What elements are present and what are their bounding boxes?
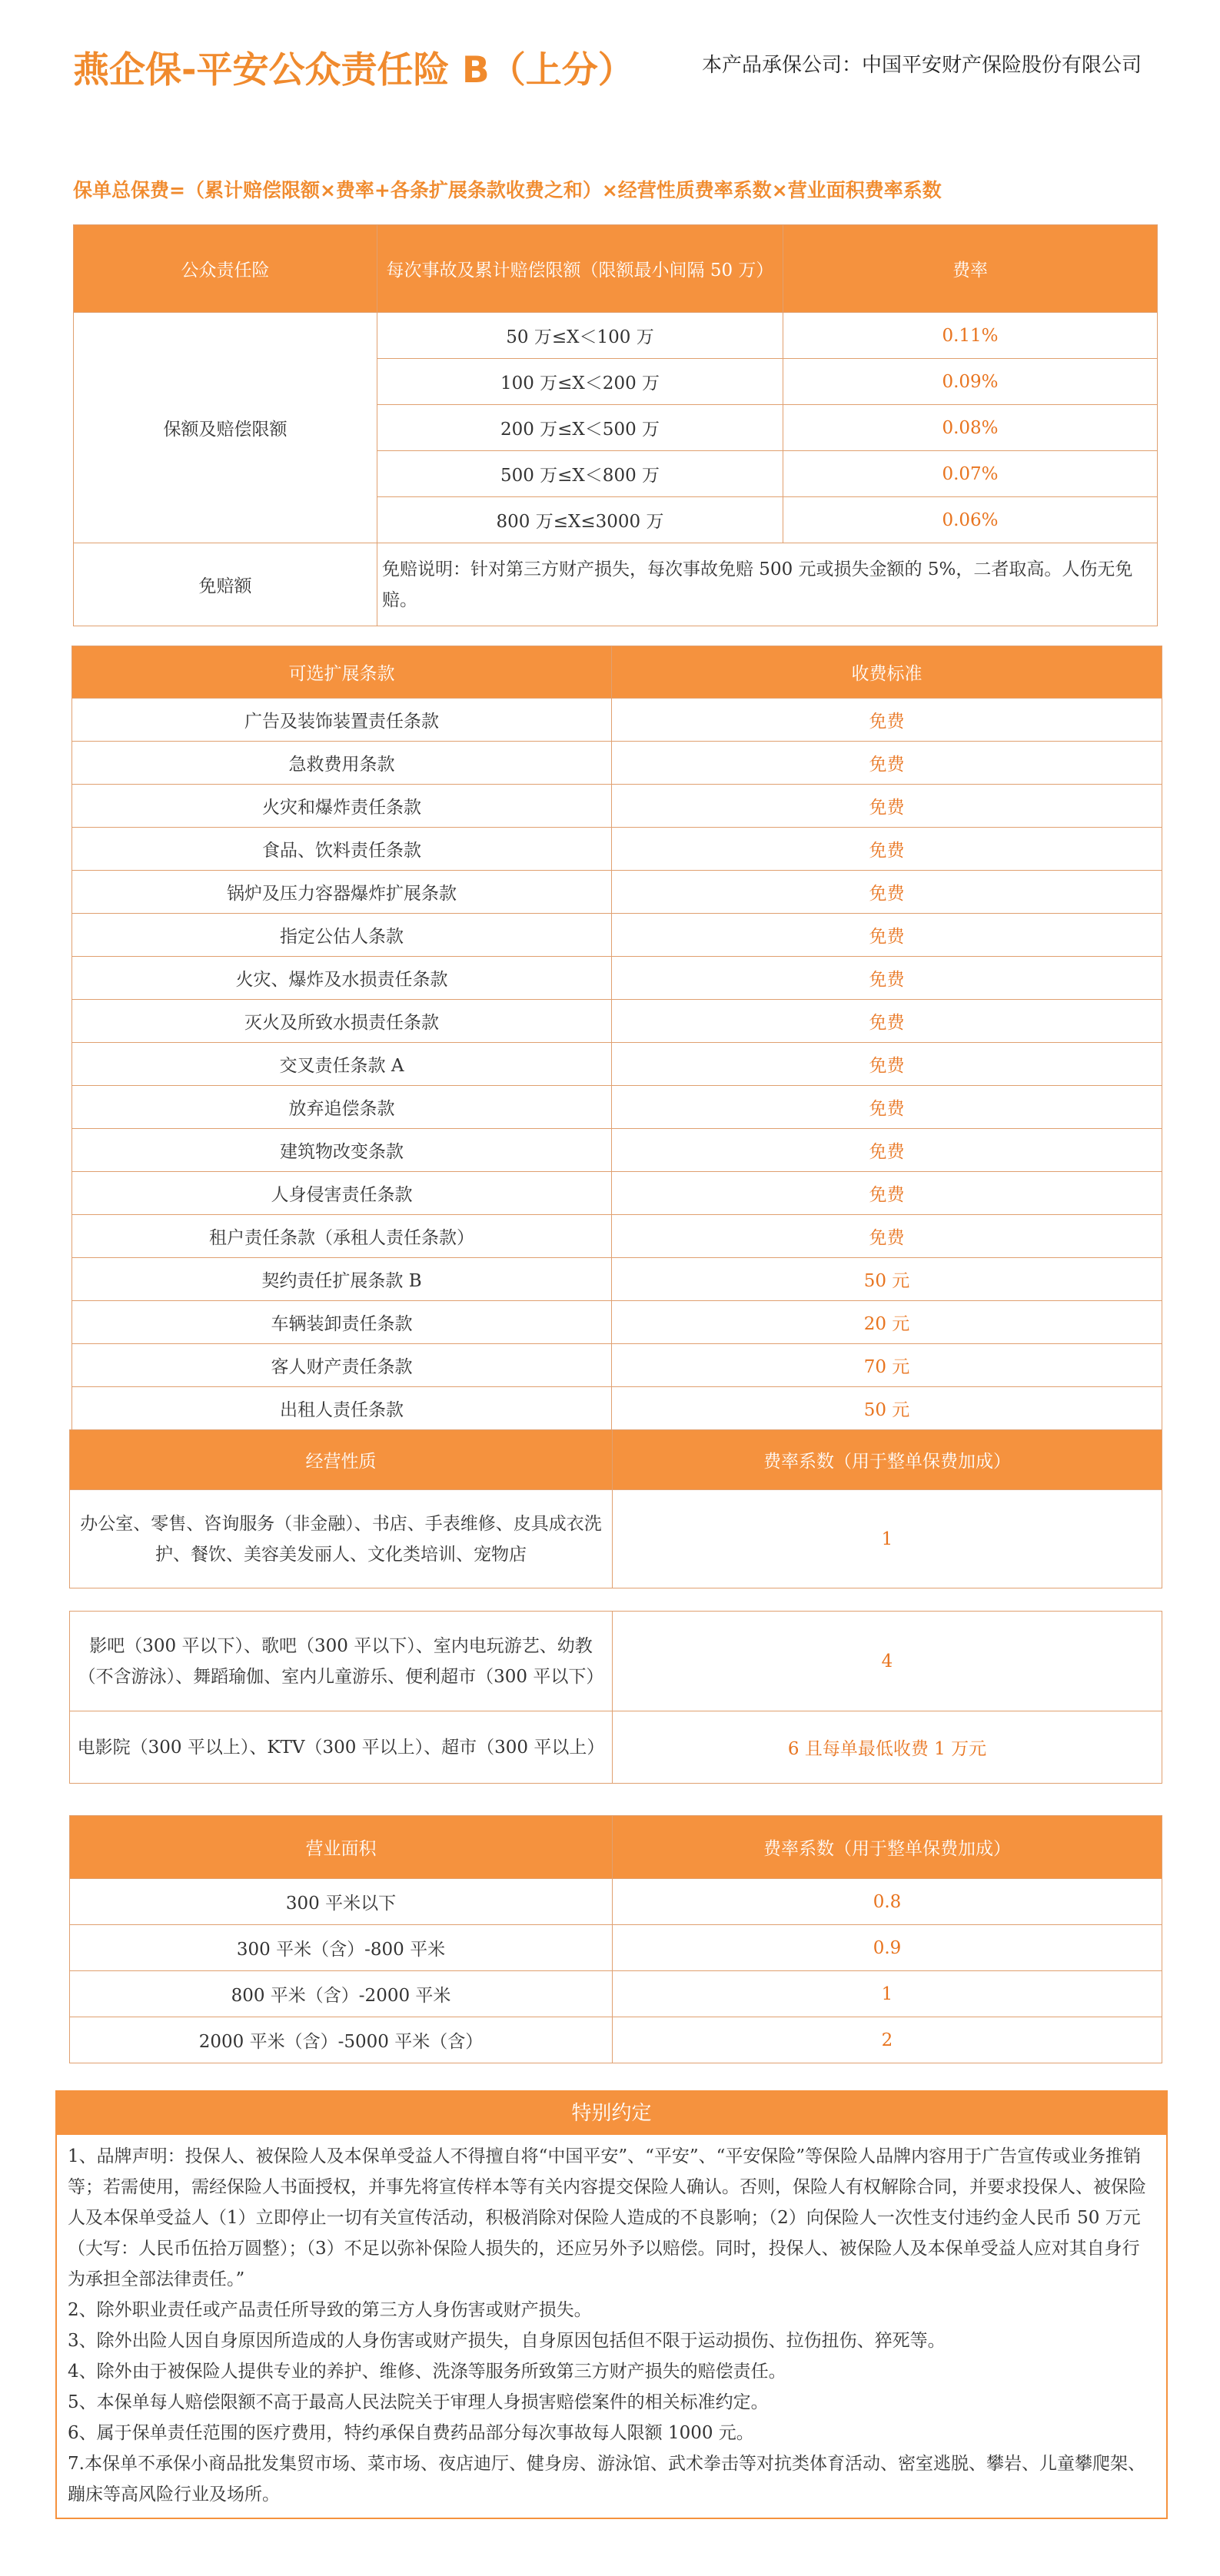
business-table-continued <box>69 1611 1162 1784</box>
extension-fee: 免费 <box>612 957 1162 1000</box>
extension-fee: 免费 <box>612 1215 1162 1258</box>
extension-name: 急救费用条款 <box>72 742 612 785</box>
extension-name: 放弃追偿条款 <box>72 1086 612 1129</box>
business-factor: 4 <box>613 1612 1162 1711</box>
extension-fee: 免费 <box>612 785 1162 828</box>
limit-range: 100 万≤X＜200 万 <box>377 359 783 405</box>
special-item: 7.本保单不承保小商品批发集贸市场、菜市场、夜店迪厅、健身房、游泳馆、武术拳击等对抗类体育活动、密室逃脱、攀岩、儿童攀爬架、蹦床等高风险行业及场所。 <box>68 2454 1145 2505</box>
deductible-label: 免赔额 <box>74 543 377 626</box>
area-factor: 2 <box>613 2017 1162 2063</box>
limit-rate: 0.07% <box>783 451 1158 497</box>
area-table <box>69 1815 1162 2063</box>
limit-rate: 0.09% <box>783 359 1158 405</box>
business-factor: 6 且每单最低收费 1 万元 <box>613 1711 1162 1784</box>
limit-range: 800 万≤X≤3000 万 <box>377 497 783 543</box>
extension-name: 出租人责任条款 <box>72 1387 612 1430</box>
extension-fee: 50 元 <box>612 1258 1162 1301</box>
limit-label: 保额及赔偿限额 <box>74 313 377 543</box>
extension-name: 灭火及所致水损责任条款 <box>72 1000 612 1043</box>
extension-fee: 20 元 <box>612 1301 1162 1344</box>
liability-table <box>73 224 1158 626</box>
limit-range: 200 万≤X＜500 万 <box>377 405 783 451</box>
extension-name: 车辆装卸责任条款 <box>72 1301 612 1344</box>
area-range: 300 平米以下 <box>70 1879 613 1925</box>
special-agreements-title: 特别约定 <box>57 2092 1166 2135</box>
special-item: 2、除外职业责任或产品责任所导致的第三方人身伤害或财产损失。 <box>68 2300 592 2320</box>
special-item: 3、除外出险人因自身原因所造成的人身伤害或财产损失，自身原因包括但不限于运动损伤、拉伤扭伤、猝死等。 <box>68 2331 946 2351</box>
business-header-nature: 经营性质 <box>70 1430 613 1490</box>
special-item: 6、属于保单责任范围的医疗费用，特约承保自费药品部分每次事故每人限额 1000 元。 <box>68 2423 754 2443</box>
extension-name: 食品、饮料责任条款 <box>72 828 612 871</box>
special-agreements <box>55 2090 1168 2519</box>
extension-name: 火灾和爆炸责任条款 <box>72 785 612 828</box>
extension-name: 指定公估人条款 <box>72 914 612 957</box>
limit-rate: 0.06% <box>783 497 1158 543</box>
extension-fee: 免费 <box>612 914 1162 957</box>
extension-fee: 免费 <box>612 828 1162 871</box>
area-factor: 0.9 <box>613 1925 1162 1971</box>
area-header-factor: 费率系数（用于整单保费加成） <box>613 1816 1162 1879</box>
page-title: 燕企保-平安公众责任险 B（上分） <box>73 49 634 91</box>
special-agreements-body <box>57 2135 1166 2518</box>
extension-fee: 免费 <box>612 699 1162 742</box>
special-item: 4、除外由于被保险人提供专业的养护、维修、洗涤等服务所致第三方财产损失的赔偿责任。 <box>68 2362 786 2382</box>
limit-range: 500 万≤X＜800 万 <box>377 451 783 497</box>
business-nature: 电影院（300 平以上）、KTV（300 平以上）、超市（300 平以上） <box>70 1711 613 1784</box>
limit-rate: 0.08% <box>783 405 1158 451</box>
area-header-range: 营业面积 <box>70 1816 613 1879</box>
liability-header-type: 公众责任险 <box>74 225 377 313</box>
special-item: 1、品牌声明：投保人、被保险人及本保单受益人不得擅自将“中国平安”、“平安”、“平安保险”等保险人品牌内容用于广告宣传或业务推销等；若需使用，需经保险人书面授权，并事先将宣传样本等有关内容提交保险人确认。否则，保险人有权解除合同，并要求投保人、被保险人及本保单受益人（1）立即停止一切有关宣传活动，积极消除对保险人造成的不良影响；（2）向保险人一次性支付违约金人民币 50 万元（大写：人民币伍拾万圆整）；（3）不足以弥补保险人损失的，还应另外予以赔偿。同时，投保人、被保险人及本保单受益人应对其自身行为承担全部法律责任。” <box>68 2146 1146 2289</box>
extension-fee: 免费 <box>612 1043 1162 1086</box>
extension-name: 人身侵害责任条款 <box>72 1172 612 1215</box>
area-factor: 0.8 <box>613 1879 1162 1925</box>
extensions-table <box>71 646 1162 1430</box>
business-table <box>69 1429 1162 1588</box>
area-range: 300 平米（含）-800 平米 <box>70 1925 613 1971</box>
extension-fee: 免费 <box>612 1129 1162 1172</box>
liability-header-limit: 每次事故及累计赔偿限额（限额最小间隔 50 万） <box>377 225 783 313</box>
business-nature: 办公室、零售、咨询服务（非金融）、书店、手表维修、皮具成衣洗护、餐饮、美容美发丽人、文化类培训、宠物店 <box>70 1490 613 1588</box>
extensions-header-fee: 收费标准 <box>612 646 1162 699</box>
extension-name: 交叉责任条款 A <box>72 1043 612 1086</box>
business-nature: 影吧（300 平以下）、歌吧（300 平以下）、室内电玩游艺、幼教（不含游泳）、舞蹈瑜伽、室内儿童游乐、便利超市（300 平以下） <box>70 1612 613 1711</box>
area-range: 800 平米（含）-2000 平米 <box>70 1971 613 2017</box>
extension-fee: 50 元 <box>612 1387 1162 1430</box>
extension-name: 契约责任扩展条款 B <box>72 1258 612 1301</box>
extension-fee: 免费 <box>612 1172 1162 1215</box>
extension-fee: 免费 <box>612 742 1162 785</box>
extension-fee: 免费 <box>612 1000 1162 1043</box>
extension-fee: 70 元 <box>612 1344 1162 1387</box>
liability-header-rate: 费率 <box>783 225 1158 313</box>
extension-fee: 免费 <box>612 871 1162 914</box>
insurer-name: 本产品承保公司：中国平安财产保险股份有限公司 <box>702 54 1142 77</box>
special-item: 5、本保单每人赔偿限额不高于最高人民法院关于审理人身损害赔偿案件的相关标准约定。 <box>68 2392 769 2412</box>
extension-name: 客人财产责任条款 <box>72 1344 612 1387</box>
extension-fee: 免费 <box>612 1086 1162 1129</box>
extensions-header-name: 可选扩展条款 <box>72 646 612 699</box>
area-range: 2000 平米（含）-5000 平米（含） <box>70 2017 613 2063</box>
area-factor: 1 <box>613 1971 1162 2017</box>
limit-rate: 0.11% <box>783 313 1158 359</box>
limit-range: 50 万≤X＜100 万 <box>377 313 783 359</box>
deductible-text: 免赔说明：针对第三方财产损失，每次事故免赔 500 元或损失金额的 5%，二者取高。人伤无免赔。 <box>377 543 1158 626</box>
business-header-factor: 费率系数（用于整单保费加成） <box>613 1430 1162 1490</box>
extension-name: 火灾、爆炸及水损责任条款 <box>72 957 612 1000</box>
premium-formula: 保单总保费=（累计赔偿限额×费率+各条扩展条款收费之和）×经营性质费率系数×营业面积费率系数 <box>73 179 942 201</box>
business-factor: 1 <box>613 1490 1162 1588</box>
extension-name: 建筑物改变条款 <box>72 1129 612 1172</box>
extension-name: 租户责任条款（承租人责任条款） <box>72 1215 612 1258</box>
extension-name: 锅炉及压力容器爆炸扩展条款 <box>72 871 612 914</box>
extension-name: 广告及装饰装置责任条款 <box>72 699 612 742</box>
